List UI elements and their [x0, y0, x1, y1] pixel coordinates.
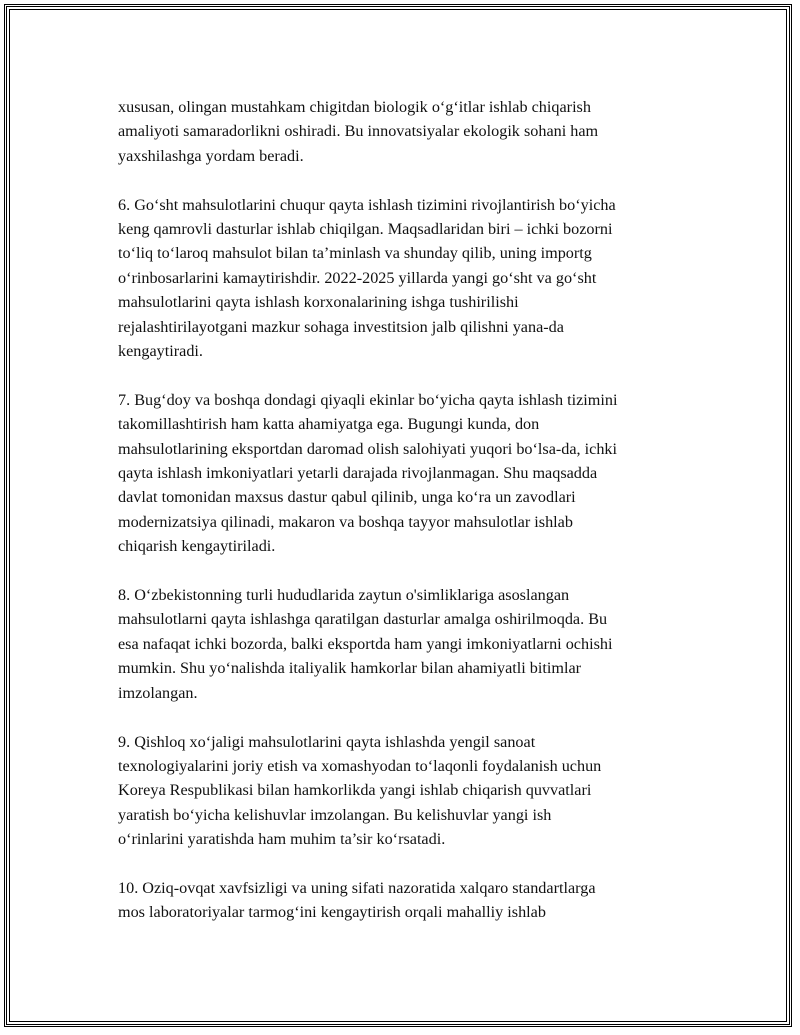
paragraph-item-10: 10. Oziq-ovqat xavfsizligi va uning sifati nazoratida xalqaro standartlarga mos laboratoriyalar tarmog‘ini kengaytirish orqali mahalliy ishlab: [118, 878, 596, 922]
paragraph-continuation: xususan, olingan mustahkam chigitdan biologik o‘g‘itlar ishlab chiqarish amaliyoti samaradorlikni oshiradi. Bu innovatsiyalar ekologik sohani ham yaxshilashga yordam beradi.: [118, 98, 599, 165]
document-body: [118, 95, 698, 949]
paragraph-item-6: 6. Go‘sht mahsulotlarini chuqur qayta ishlash tizimini rivojlantirish bo‘yicha keng qamrovli dasturlar ishlab chiqilgan. Maqsadlaridan biri – ichki bozorni to‘liq to‘laroq mahsulot bilan ta’minlash va shunday qilib, uning importg o‘rinbosarlarini kamaytirishdir. 2022-2025 yillarda yangi go‘sht va go‘sht mahsulotlarini qayta ishlash korxonalarining ishga tushirilishi rejalashtirilayotgani mazkur sohaga investitsion jalb qilishni yana-da kengaytiradi.: [118, 195, 616, 361]
paragraph-item-7: 7. Bug‘doy va boshqa dondagi qiyaqli ekinlar bo‘yicha qayta ishlash tizimini takomillashtirish ham katta ahamiyatga ega. Bugungi kunda, don mahsulotlarining eksportdan daromad olish salohiyati yuqori bo‘lsa-da, ichki qayta ishlash imkoniyatlari yetarli darajada rivojlanmagan. Shu maqsadda davlat tomonidan maxsus dastur qabul qilinib, unga ko‘ra un zavodlari modernizatsiya qilinadi, makaron va boshqa tayyor mahsulotlar ishlab chiqarish kengaytiriladi.: [118, 390, 618, 556]
paragraph-item-9: 9. Qishloq xo‘jaligi mahsulotlarini qayta ishlashda yengil sanoat texnologiyalarini joriy etish va xomashyodan to‘laqonli foydalanish uchun Koreya Respublikasi bilan hamkorlikda yangi ishlab chiqarish quvvatlari yaratish bo‘yicha kelishuvlar imzolangan. Bu kelishuvlar yangi ish o‘rinlarini yaratishda ham muhim ta’sir ko‘rsatadi.: [118, 732, 602, 849]
paragraph-item-8: 8. O‘zbekistonning turli hududlarida zaytun o'simliklariga asoslangan mahsulotlarni qayta ishlashga qaratilgan dasturlar amalga oshirilmoqda. Bu esa nafaqat ichki bozorda, balki eksportda ham yangi imkoniyatlarni ochishi mumkin. Shu yo‘nalishda italiyalik hamkorlar bilan ahamiyatli bitimlar imzolangan.: [118, 586, 613, 702]
